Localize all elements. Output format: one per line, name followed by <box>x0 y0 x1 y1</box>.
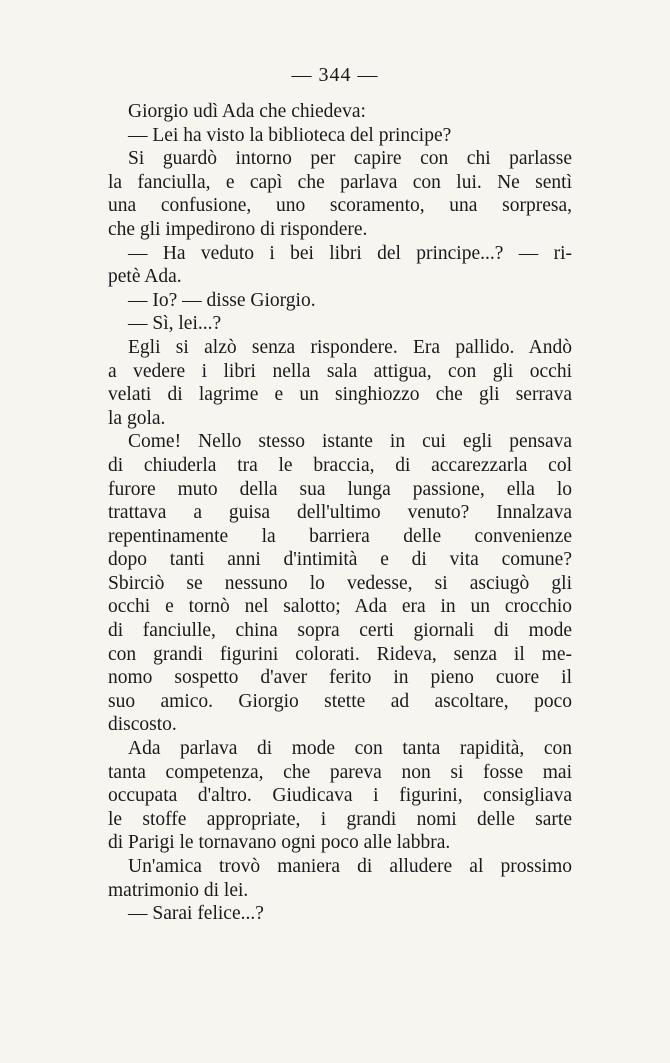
text-line: occupata d'altro. Giudicava i figurini, consigliava <box>108 785 572 807</box>
text-line: — Sì, lei...? <box>128 313 222 335</box>
text-line: di chiuderla tra le braccia, di accarezzarla col <box>108 454 572 476</box>
text-line: — Sarai felice...? <box>128 903 264 925</box>
text-line: Come! Nello stesso istante in cui egli pensava <box>128 431 572 453</box>
text-line: occhi e tornò nel salotto; Ada era in un crocchio <box>108 596 572 618</box>
text-line: — Lei ha visto la biblioteca del principe? <box>128 124 452 146</box>
text-line: una confusione, uno scoramento, una sorpresa, <box>108 195 572 217</box>
text-line: discosto. <box>108 714 177 736</box>
text-line: di fanciulle, china sopra certi giornali di mode <box>108 620 572 642</box>
text-line: le stoffe appropriate, i grandi nomi delle sarte <box>108 808 572 830</box>
text-line: con grandi figurini colorati. Rideva, senza il me- <box>108 643 572 665</box>
text-line: a vedere i libri nella sala attigua, con gli occhi <box>108 360 572 382</box>
text-line: repentinamente la barriera delle convenienze <box>108 525 572 547</box>
text-line: tanta competenza, che pareva non si fosse mai <box>108 761 572 783</box>
text-line: di Parigi le tornavano ogni poco alle labbra. <box>108 832 451 854</box>
text-line: trattava a guisa dell'ultimo venuto? Innalzava <box>108 502 572 524</box>
text-line: petè Ada. <box>108 266 182 288</box>
text-line: la gola. <box>108 407 166 429</box>
text-line: Giorgio udì Ada che chiedeva: <box>128 101 366 122</box>
text-line: Si guardò intorno per capire con chi parlasse <box>128 148 572 170</box>
text-line: velati di lagrime e un singhiozzo che gli serrava <box>108 384 572 406</box>
page-number: — 344 — <box>291 64 379 86</box>
text-line: la fanciulla, e capì che parlava con lui. Ne sentì <box>108 171 572 193</box>
text-line: dopo tanti anni d'intimità e di vita comune? <box>108 549 572 571</box>
text-line: Sbirciò se nessuno lo vedesse, si asciugò gli <box>108 572 572 594</box>
text-line: Un'amica trovò maniera di alludere al prossimo <box>128 856 572 877</box>
body-text <box>108 100 572 926</box>
text-line: suo amico. Giorgio stette ad ascoltare, poco <box>108 690 572 712</box>
text-line: Egli si alzò senza rispondere. Era pallido. Andò <box>128 336 572 358</box>
text-line: Ada parlava di mode con tanta rapidità, con <box>128 738 572 760</box>
text-line: furore muto della sua lunga passione, ella lo <box>108 478 572 500</box>
text-line: che gli impedirono di rispondere. <box>108 218 368 240</box>
text-line: nomo sospetto d'aver ferito in pieno cuore il <box>108 667 572 689</box>
text-line: — Io? — disse Giorgio. <box>128 289 316 311</box>
text-line: — Ha veduto i bei libri del principe...? — ri- <box>128 242 572 264</box>
text-line: matrimonio di lei. <box>108 879 249 901</box>
